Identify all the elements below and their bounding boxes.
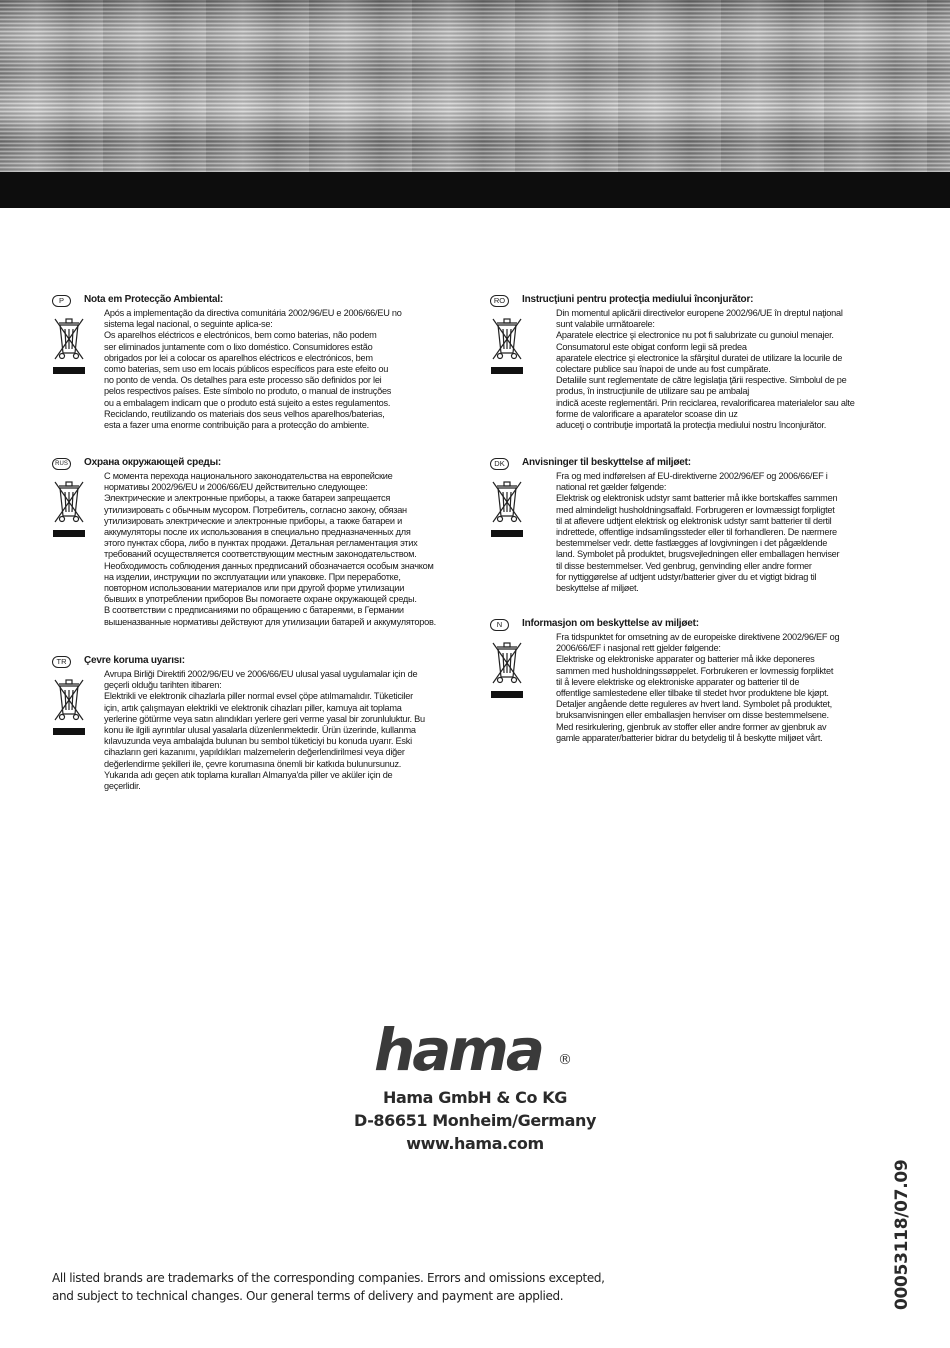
company-address: D-86651 Monheim/Germany (354, 1111, 596, 1130)
section-line: pelos respectivos países. Este símbolo no produto, o manual de instruções (104, 386, 392, 397)
section-title: Informasjon om beskyttelse av miljøet: (522, 618, 699, 629)
section-line: Após a implementação da directiva comunitária 2002/96/EU e 2006/66/EU no (104, 308, 402, 318)
section-body (104, 669, 484, 792)
weee-bin-icon (490, 635, 524, 703)
section-line: Consumatorul este obigat conform legii să predea (556, 341, 747, 352)
section-romanian (490, 294, 920, 431)
section-line: yerlerine götürme veya satın alındıkları yerlere geri verme yasal bir zorunluluktur. Bu (104, 713, 425, 724)
section-line: Fra og med indførelsen af EU-direktiverne 2002/96/EF og 2006/66/EF i (556, 471, 828, 481)
section-line: bruksanvisningen eller emballasjen henviser om disse bestemmelsene. (556, 710, 829, 721)
document-number-text: 00053118/07.09 (892, 1159, 912, 1310)
section-line: sunt valabile următoarele: (556, 319, 655, 330)
section-line: Необходимость соблюдения данных предписаний обозначается особым значком (104, 560, 434, 571)
section-line: Reciclando, reutilizando os materiais dos seus velhos aparelhos/baterias, (104, 408, 385, 419)
section-title: Çevre koruma uyarısı: (84, 655, 185, 666)
section-body (104, 471, 484, 628)
section-line: gamle apparater/batterier bidrar du betydelig til å beskytte miljøet vårt. (556, 732, 823, 743)
section-line: sistema legal nacional, o seguinte aplica-se: (104, 319, 273, 330)
company-website: www.hama.com (406, 1134, 544, 1153)
section-norwegian (490, 618, 920, 743)
section-line: produs, în instrucţiunile de utilizare sau pe ambalaj (556, 386, 750, 397)
section-line: offentlige samlestedene eller tilbake til stedet hvor produktene ble kjøpt. (556, 688, 829, 699)
section-title: Nota em Protecção Ambiental: (84, 294, 224, 305)
logo-wordmark: hama (374, 1016, 543, 1080)
section-line: утилизировать электрические и электронные приборы, а также батареи и (104, 515, 402, 526)
section-line: como baterias, sem uso em locais públicos específicos para este efeito ou (104, 364, 389, 375)
section-line: colectare publice sau înapoi de unde au fost cumpărate. (556, 364, 771, 375)
section-body (104, 308, 484, 431)
section-line: geçerli olduğu tarihten itibaren: (104, 680, 222, 691)
section-line: için, artık çalışmayan elektrikli ve elektronik cihazları piller, kamuya ait toplama (104, 702, 402, 713)
header-black-bar (0, 172, 950, 208)
weee-bin-icon (52, 311, 86, 379)
header-banner (0, 0, 950, 172)
weee-bin-icon (52, 672, 86, 740)
section-title: Anvisninger til beskyttelse af miljøet: (522, 457, 691, 468)
section-line: indrettede, offentlige indsamlingssteder eller til forhandleren. De nærmere (556, 527, 837, 538)
section-line: Detaliile sunt reglementate de către legislaţia ţării respective. Simbolul de pe (556, 375, 847, 386)
section-line: ou a embalagem indicam que o produto está sujeito a estes regulamentos. (104, 397, 391, 408)
section-line: утилизировать с обычным мусором. Потребитель, согласно закону, обязан (104, 504, 407, 515)
section-line: вышеназванные нормативы действуют для утилизации батарей и аккумуляторов. (104, 616, 436, 627)
section-line: değerlendirme şekilleri ile, çevre korumasına önemli bir katkıda bulunursunuz. (104, 758, 402, 769)
country-badge: RUS (52, 458, 71, 470)
section-line: повторном использовании материалов или при другой форме утилизации (104, 583, 405, 594)
section-line: til å levere elektriske og elektroniske apparater og batterier til de (556, 676, 800, 687)
country-badge: DK (490, 458, 509, 470)
section-line: на изделии, инструкции по эксплуатации или упаковке. При переработке, (104, 571, 401, 582)
section-line: kılavuzunda veya ambalajda bulunan bu sembol tüketiciyi bu konuda uyarır. Eski (104, 736, 412, 747)
weee-bin-icon (490, 474, 524, 542)
section-line: Fra tidspunktet for omsetning av de europeiske direktivene 2002/96/EF og (556, 632, 840, 642)
section-line: Elektrikli ve elektronik cihazlarla piller normal evsel çöpe atılmamalıdır. Tüketiciler (104, 691, 413, 702)
section-line: ser eliminados juntamente com o lixo doméstico. Consumidores estão (104, 341, 373, 352)
section-turkish (52, 655, 482, 792)
hama-logo (372, 1012, 582, 1080)
footer-line-2: and subject to technical changes. Our general terms of delivery and payment are applied. (52, 1289, 564, 1303)
section-danish (490, 457, 920, 594)
section-line: этого пунктах сбора, либо в пунктах продажи. Детальная регламентация этих (104, 538, 418, 549)
section-line: cihazların geri kazanımı, yapıldıkları malzemelerin değerlendirilmesi veya diğer (104, 747, 405, 758)
section-line: indică aceste reglementări. Prin reciclarea, revalorificarea materialelor sau alte (556, 397, 855, 408)
section-russian (52, 457, 482, 627)
section-line: Elektriske og elektroniske apparater og batterier må ikke deponeres (556, 654, 815, 665)
section-title: Охрана окружающей среды: (84, 457, 222, 468)
country-badge: RO (490, 295, 509, 307)
section-line: no ponto de venda. Os detalhes para este processo são definidos por lei (104, 375, 382, 386)
section-line: нормативы 2002/96/EU и 2006/66/EU действительно следующее: (104, 482, 368, 493)
section-portuguese (52, 294, 482, 431)
country-badge: TR (52, 656, 71, 668)
section-line: Elektrisk og elektronisk udstyr samt batterier må ikke bortskaffes sammen (556, 493, 838, 504)
country-badge: P (52, 295, 71, 307)
section-line: forme de valorificare a aparatelor scoase din uz (556, 408, 738, 419)
section-line: aparatele electrice şi electronice la sfârşitul duratei de utilizare la locurile de (556, 352, 843, 363)
section-line: Электрические и электронные приборы, а также батареи запрещается (104, 493, 391, 504)
section-line: аккумуляторы после их использования в специально предназначенных для (104, 527, 411, 538)
section-line: В соответствии с предписаниями по обращению с батареями, в Германии (104, 605, 404, 616)
section-title: Instrucţiuni pentru protecţia mediului înconjurător: (522, 294, 754, 305)
document-number (892, 1159, 922, 1310)
country-badge: N (490, 619, 509, 631)
section-body (556, 308, 936, 431)
section-line: Detaljer angående dette reguleres av hvert land. Symbolet på produktet, (556, 699, 832, 710)
section-line: for nyttiggørelse af udtjent udstyr/batterier giver du et vigtigt bidrag til (556, 571, 817, 582)
section-line: national ret gælder følgende: (556, 482, 667, 493)
section-line: sammen med husholdningssøppelet. Forbrukeren er lovmessig forpliktet (556, 665, 834, 676)
section-line: obrigados por lei a colocar os aparelhos eléctricos e electrónicos, bem (104, 352, 373, 363)
section-line: 2006/66/EF i nasjonal rett gjelder følgende: (556, 643, 721, 654)
section-line: med almindeligt husholdningsaffald. Forbrugeren er lovmæssigt forpligtet (556, 504, 835, 515)
footer-line-1: All listed brands are trademarks of the corresponding companies. Errors and omissions excepted, (52, 1271, 605, 1285)
section-line: bestemmelser vedr. dette fastlægges af lovgivningen i det pågældende (556, 538, 828, 549)
section-line: esta a fazer uma enorme contribuição para a protecção do ambiente. (104, 420, 369, 431)
section-line: geçerlidir. (104, 781, 141, 792)
section-line: beskyttelse af miljøet. (556, 583, 639, 594)
section-body (556, 632, 936, 744)
registered-mark: ® (558, 1052, 572, 1068)
section-line: Din momentul aplicării directivelor europene 2002/96/UE în dreptul naţional (556, 308, 843, 318)
weee-bin-icon (490, 311, 524, 379)
section-line: Yukarıda adı geçen atık toplama kuralları Almanya'da piller ve aküler için de (104, 769, 393, 780)
section-body (556, 471, 936, 594)
section-line: требований осуществляется соответствующим местным законодательством. (104, 549, 417, 560)
weee-bin-icon (52, 474, 86, 542)
company-name: Hama GmbH & Co KG (382, 1088, 567, 1107)
section-line: Med resirkulering, gjenbruk av stoffer eller andre former av gjenbruk av (556, 721, 827, 732)
section-line: Aparatele electrice şi electronice nu pot fi salubrizate cu gunoiul menajer. (556, 330, 834, 341)
section-line: Os aparelhos eléctricos e electrónicos, bem como baterias, não podem (104, 330, 377, 341)
section-line: бывших в употреблении приборов Вы помогаете охране окружающей среды. (104, 594, 417, 605)
section-line: aduceţi o contribuţie importată la protecţia mediului nostru înconjurător. (556, 420, 827, 431)
section-line: land. Symbolet på produktet, brugsvejledningen eller emballagen henviser (556, 549, 840, 560)
section-line: til at aflevere udtjent elektrisk og elektronisk udstyr samt batterier til dertil (556, 515, 832, 526)
section-line: til disse bestemmelser. Ved genbrug, genvinding eller andre former (556, 560, 812, 571)
section-line: Avrupa Birliği Direktifi 2002/96/EU ve 2006/66/EU ulusal yasal uygulamalar için de (104, 669, 418, 679)
section-line: С момента перехода национального законодательства на европейские (104, 471, 393, 481)
section-line: konu ile ilgili ayrıntılar ulusal yasalarla düzenlenmektedir. Ürün üzerinde, kullanma (104, 725, 416, 736)
